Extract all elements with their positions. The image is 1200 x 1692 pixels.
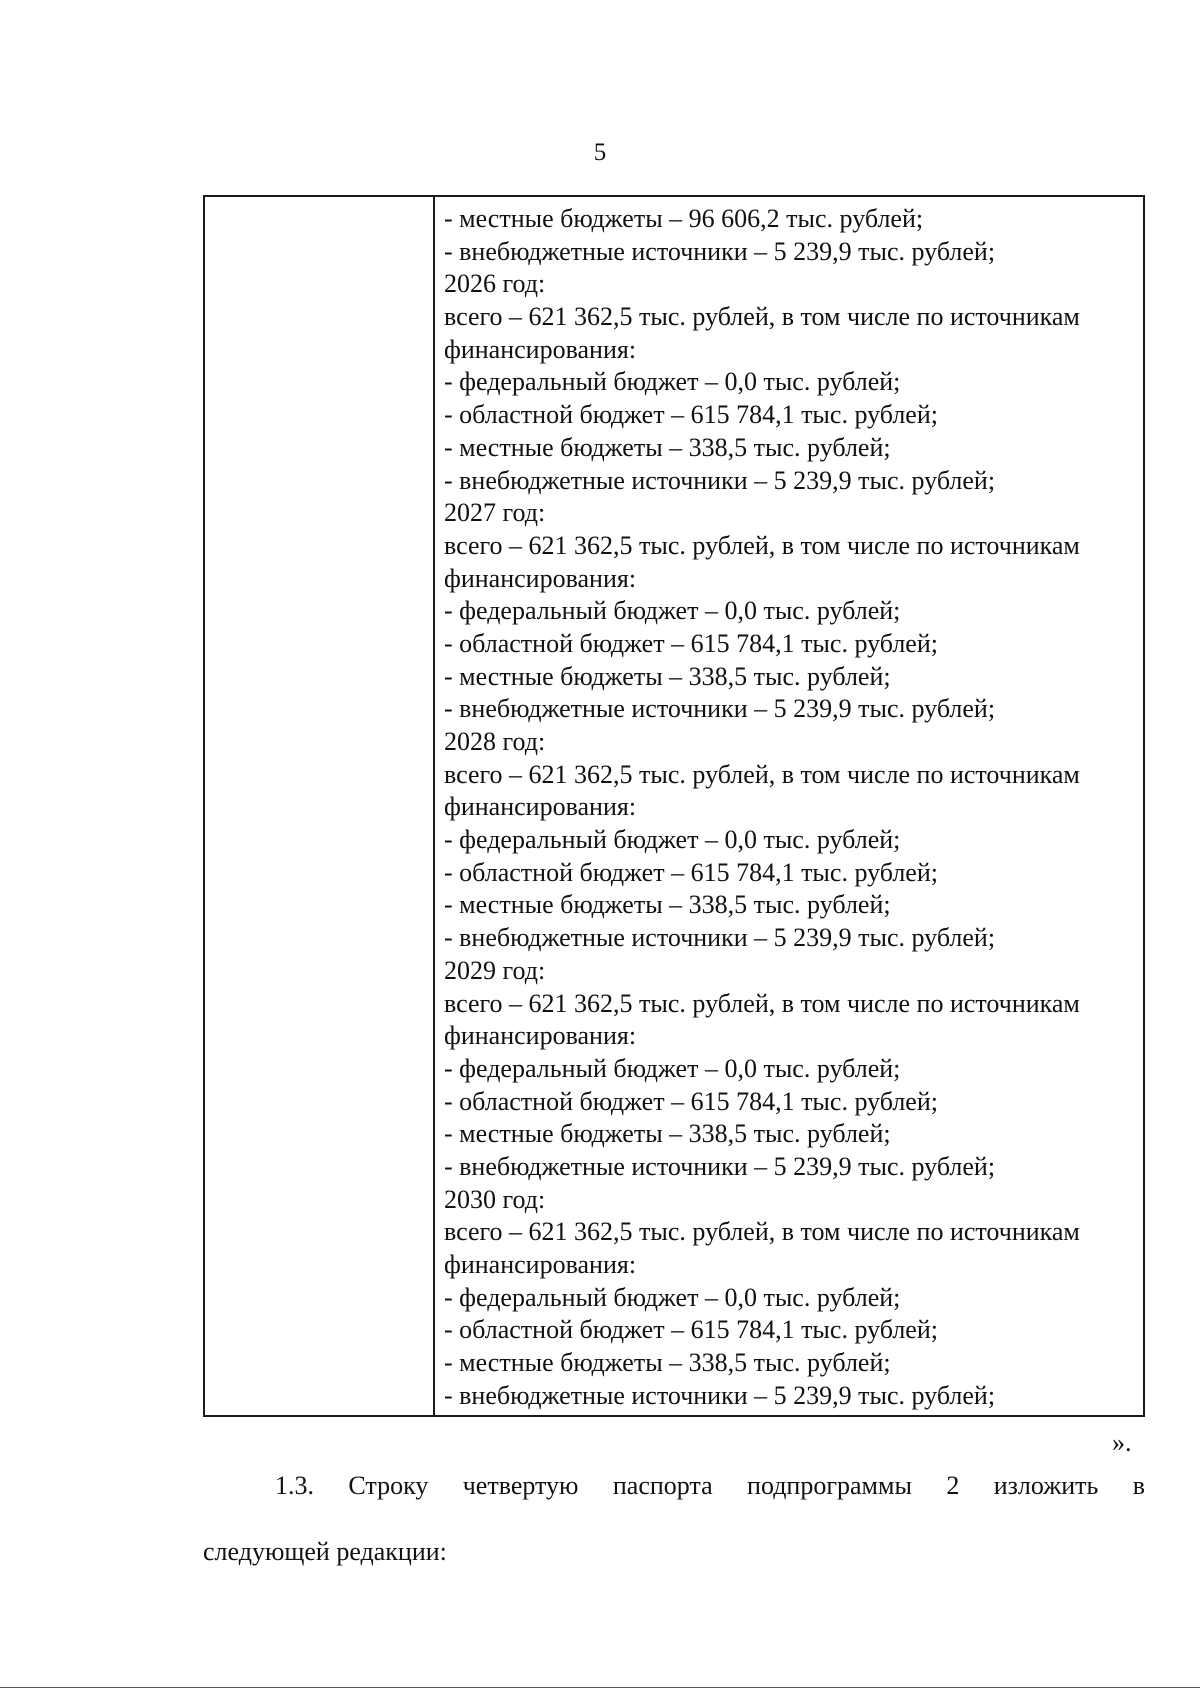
- table-line: 2030 год:: [444, 1184, 546, 1214]
- table-line: финансирования:: [444, 334, 637, 364]
- table-line: - местные бюджеты – 338,5 тыс. рублей;: [444, 1348, 891, 1378]
- table-line: 2026 год:: [444, 269, 546, 299]
- table-line: - федеральный бюджет – 0,0 тыс. рублей;: [444, 596, 901, 626]
- table-line: финансирования:: [444, 1021, 637, 1051]
- table-line: - местные бюджеты – 96 606,2 тыс. рублей;: [444, 204, 924, 233]
- table-line: финансирования:: [444, 792, 637, 822]
- table-line: - внебюджетные источники – 5 239,9 тыс. рублей;: [444, 1380, 996, 1410]
- amendment-paragraph: [203, 1453, 1145, 1585]
- table-line: - областной бюджет – 615 784,1 тыс. рублей;: [444, 628, 938, 658]
- table-line: 2027 год:: [444, 498, 546, 528]
- table-line: - федеральный бюджет – 0,0 тыс. рублей;: [444, 1282, 901, 1312]
- table-line: - федеральный бюджет – 0,0 тыс. рублей;: [444, 367, 901, 397]
- table-line: всего – 621 362,5 тыс. рублей, в том числе по источникам: [444, 530, 1080, 560]
- table-line: всего – 621 362,5 тыс. рублей, в том числе по источникам: [444, 302, 1080, 332]
- table-line: - внебюджетные источники – 5 239,9 тыс. рублей;: [444, 236, 996, 266]
- table-line: - областной бюджет – 615 784,1 тыс. рублей;: [444, 1086, 938, 1116]
- table-line: всего – 621 362,5 тыс. рублей, в том числе по источникам: [444, 988, 1080, 1018]
- amendment-line-2: следующей редакции:: [203, 1537, 447, 1566]
- table-line: финансирования:: [444, 563, 637, 593]
- bottom-divider: [0, 1687, 1200, 1688]
- table-line: - федеральный бюджет – 0,0 тыс. рублей;: [444, 1053, 901, 1083]
- table-line: - внебюджетные источники – 5 239,9 тыс. рублей;: [444, 923, 996, 953]
- table-line: всего – 621 362,5 тыс. рублей, в том числе по источникам: [444, 1217, 1080, 1247]
- table-line: 2028 год:: [444, 727, 546, 756]
- table-line: финансирования:: [444, 1250, 637, 1279]
- table-line: - местные бюджеты – 338,5 тыс. рублей;: [444, 1119, 891, 1149]
- table-line: - местные бюджеты – 338,5 тыс. рублей;: [444, 890, 891, 920]
- table-line: - областной бюджет – 615 784,1 тыс. рублей;: [444, 400, 938, 430]
- table-line: - областной бюджет – 615 784,1 тыс. рублей;: [444, 1315, 938, 1345]
- table-line: - внебюджетные источники – 5 239,9 тыс. рублей;: [444, 465, 996, 495]
- page-number: 5: [593, 139, 607, 166]
- table-line: - областной бюджет – 615 784,1 тыс. рублей;: [444, 857, 938, 887]
- table-line: - внебюджетные источники – 5 239,9 тыс. рублей;: [444, 1151, 996, 1181]
- table-line: - местные бюджеты – 338,5 тыс. рублей;: [444, 432, 891, 462]
- table-line: 2029 год:: [444, 955, 546, 985]
- closing-quote: ».: [1112, 1428, 1132, 1457]
- table-right-cell: [435, 197, 1143, 1415]
- table-line: - внебюджетные источники – 5 239,9 тыс. рублей;: [444, 694, 996, 724]
- table-line: - местные бюджеты – 338,5 тыс. рублей;: [444, 661, 891, 691]
- table-line: всего – 621 362,5 тыс. рублей, в том числе по источникам: [444, 759, 1080, 789]
- table-left-cell: [205, 197, 435, 1415]
- passport-table: [203, 195, 1145, 1417]
- amendment-line-1: 1.3. Строку четвертую паспорта подпрограммы 2 изложить в: [275, 1471, 1145, 1500]
- table-line: - федеральный бюджет – 0,0 тыс. рублей;: [444, 825, 901, 855]
